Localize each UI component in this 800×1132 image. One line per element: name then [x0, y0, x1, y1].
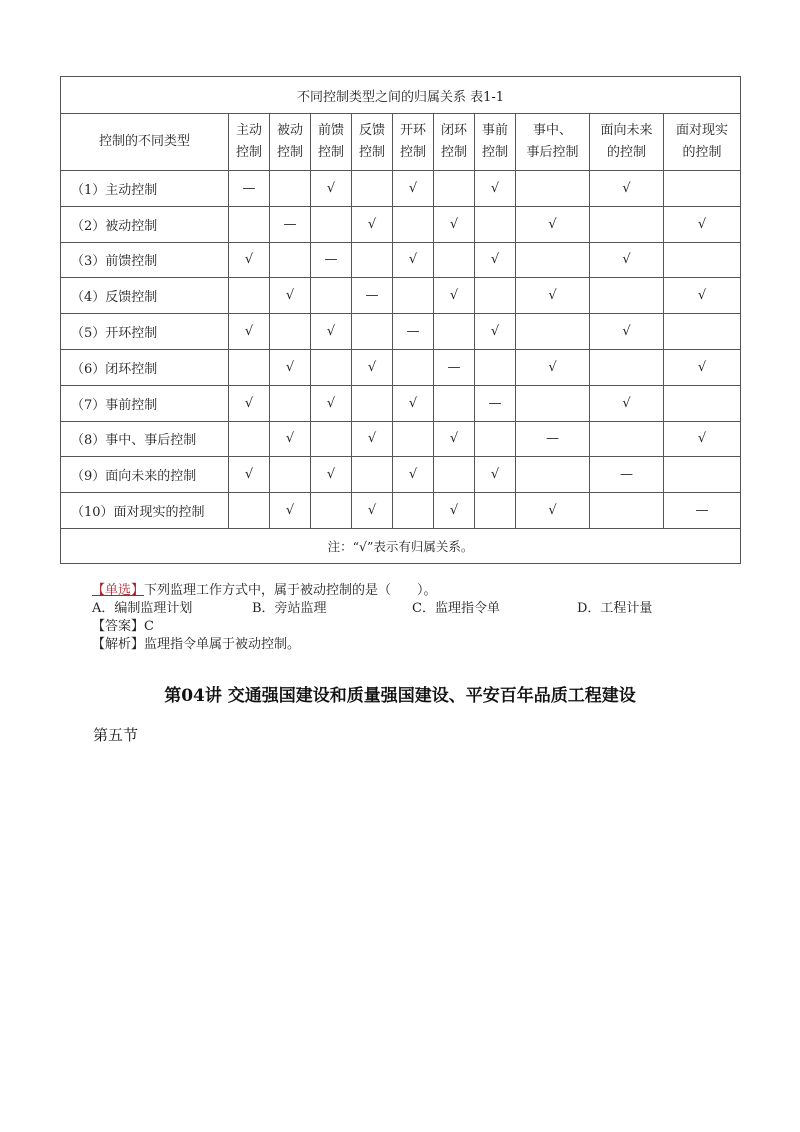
relation-cell: —	[270, 206, 311, 242]
relation-cell: √	[590, 242, 664, 278]
relation-cell: √	[352, 349, 393, 385]
relation-cell	[516, 242, 590, 278]
option-a: A．编制监理计划	[92, 601, 193, 616]
question-options	[92, 600, 712, 617]
option-c: C．监理指令单	[412, 601, 500, 616]
relation-cell: √	[229, 385, 270, 421]
relation-cell: —	[664, 493, 741, 529]
relation-cell	[475, 278, 516, 314]
relation-cell	[311, 421, 352, 457]
relation-cell	[229, 493, 270, 529]
row-label: （4）反馈控制	[61, 278, 229, 314]
column-header: 闭环 控制	[434, 114, 475, 171]
classification-table	[60, 76, 741, 564]
relation-cell: √	[393, 457, 434, 493]
relation-cell: √	[434, 206, 475, 242]
relation-cell: √	[270, 421, 311, 457]
relation-cell: √	[516, 206, 590, 242]
relation-cell	[229, 349, 270, 385]
relation-cell: √	[590, 314, 664, 350]
row-label: （6）闭环控制	[61, 349, 229, 385]
column-header: 开环 控制	[393, 114, 434, 171]
relation-cell	[434, 385, 475, 421]
relation-cell: —	[229, 171, 270, 207]
relation-cell	[516, 385, 590, 421]
row-label: （5）开环控制	[61, 314, 229, 350]
relation-cell	[664, 242, 741, 278]
relation-cell	[270, 171, 311, 207]
relation-cell	[352, 314, 393, 350]
column-header: 面对现实 的控制	[664, 114, 741, 171]
relation-cell: —	[516, 421, 590, 457]
relation-cell	[229, 421, 270, 457]
relation-cell: √	[393, 242, 434, 278]
table-row	[61, 493, 741, 529]
option-b: B．旁站监理	[252, 601, 327, 616]
relation-cell: √	[393, 385, 434, 421]
relation-cell	[590, 493, 664, 529]
row-label: （7）事前控制	[61, 385, 229, 421]
question-stem-line	[92, 582, 437, 599]
relation-cell	[311, 206, 352, 242]
relation-cell	[434, 171, 475, 207]
relation-cell: √	[664, 278, 741, 314]
column-header: 被动 控制	[270, 114, 311, 171]
column-header: 前馈 控制	[311, 114, 352, 171]
relation-cell: √	[352, 493, 393, 529]
column-header: 事前 控制	[475, 114, 516, 171]
relation-cell	[475, 206, 516, 242]
table-caption: 不同控制类型之间的归属关系 表1-1	[61, 77, 741, 114]
relation-cell: √	[590, 385, 664, 421]
lecture-title: 第04讲 交通强国建设和质量强国建设、平安百年品质工程建设	[164, 686, 636, 706]
relation-cell: √	[590, 171, 664, 207]
relation-cell	[393, 278, 434, 314]
row-label: （8）事中、事后控制	[61, 421, 229, 457]
relation-cell: —	[434, 349, 475, 385]
relation-cell: √	[664, 349, 741, 385]
table-row	[61, 206, 741, 242]
relation-cell: —	[590, 457, 664, 493]
relation-cell	[311, 278, 352, 314]
relation-cell: √	[352, 206, 393, 242]
column-header: 面向未来 的控制	[590, 114, 664, 171]
relation-cell	[270, 314, 311, 350]
relation-cell	[270, 242, 311, 278]
table-row	[61, 385, 741, 421]
column-header: 事中、 事后控制	[516, 114, 590, 171]
row-label: （3）前馈控制	[61, 242, 229, 278]
table-row	[61, 314, 741, 350]
relation-cell: √	[434, 278, 475, 314]
relation-cell	[434, 242, 475, 278]
relation-cell	[434, 457, 475, 493]
relation-cell: √	[475, 242, 516, 278]
relation-cell	[393, 206, 434, 242]
section-title: 第五节	[93, 726, 139, 744]
relation-cell	[229, 278, 270, 314]
relation-cell: √	[229, 242, 270, 278]
table-note: 注：“√”表示有归属关系。	[61, 528, 741, 563]
table-row	[61, 349, 741, 385]
relation-cell: —	[475, 385, 516, 421]
relation-cell	[475, 493, 516, 529]
relation-cell: √	[475, 314, 516, 350]
relation-cell	[270, 385, 311, 421]
relation-cell: √	[475, 171, 516, 207]
relation-cell	[311, 493, 352, 529]
table-row	[61, 242, 741, 278]
relation-cell: √	[475, 457, 516, 493]
relation-cell: √	[516, 493, 590, 529]
relation-cell: √	[434, 493, 475, 529]
relation-cell: √	[434, 421, 475, 457]
relation-cell: √	[229, 314, 270, 350]
relation-cell	[475, 421, 516, 457]
relation-cell: √	[516, 278, 590, 314]
relation-cell: —	[352, 278, 393, 314]
relation-cell	[664, 171, 741, 207]
relation-cell	[393, 493, 434, 529]
relation-cell	[664, 314, 741, 350]
relation-cell	[516, 314, 590, 350]
relation-cell: √	[393, 171, 434, 207]
row-label: （9）面向未来的控制	[61, 457, 229, 493]
question-stem: 下列监理工作方式中，属于被动控制的是（ ）。	[144, 583, 437, 598]
relation-cell	[516, 171, 590, 207]
relation-cell: √	[352, 421, 393, 457]
table-row	[61, 421, 741, 457]
relation-cell	[393, 421, 434, 457]
row-label: （2）被动控制	[61, 206, 229, 242]
header-control-type: 控制的不同类型	[61, 114, 229, 171]
relation-cell: √	[270, 278, 311, 314]
row-label: （10）面对现实的控制	[61, 493, 229, 529]
relation-cell: √	[516, 349, 590, 385]
table-row	[61, 457, 741, 493]
relation-cell: √	[664, 206, 741, 242]
question-type-tag: 【单选】	[92, 583, 145, 598]
row-label: （1）主动控制	[61, 171, 229, 207]
relation-cell	[590, 349, 664, 385]
relation-cell: √	[664, 421, 741, 457]
relation-cell	[664, 385, 741, 421]
relation-cell	[475, 349, 516, 385]
relation-cell: √	[270, 493, 311, 529]
relation-cell: √	[311, 385, 352, 421]
relation-cell: √	[311, 314, 352, 350]
relation-cell	[352, 171, 393, 207]
column-header: 反馈 控制	[352, 114, 393, 171]
relation-cell	[590, 278, 664, 314]
relation-cell	[352, 385, 393, 421]
relation-cell: —	[311, 242, 352, 278]
relation-cell: √	[311, 171, 352, 207]
relation-cell	[590, 421, 664, 457]
table-row	[61, 171, 741, 207]
relation-cell: √	[311, 457, 352, 493]
relation-cell	[352, 457, 393, 493]
option-d: D．工程计量	[577, 601, 653, 616]
relation-cell	[664, 457, 741, 493]
relation-cell	[311, 349, 352, 385]
table-row	[61, 278, 741, 314]
relation-cell	[590, 206, 664, 242]
relation-cell: —	[393, 314, 434, 350]
relation-cell: √	[229, 457, 270, 493]
relation-cell	[229, 206, 270, 242]
relation-cell	[434, 314, 475, 350]
relation-cell: √	[270, 349, 311, 385]
column-header: 主动 控制	[229, 114, 270, 171]
relation-cell	[393, 349, 434, 385]
question-answer: 【答案】C	[92, 619, 154, 634]
relation-cell	[270, 457, 311, 493]
relation-cell	[516, 457, 590, 493]
question-analysis: 【解析】监理指令单属于被动控制。	[92, 637, 301, 652]
relation-cell	[352, 242, 393, 278]
